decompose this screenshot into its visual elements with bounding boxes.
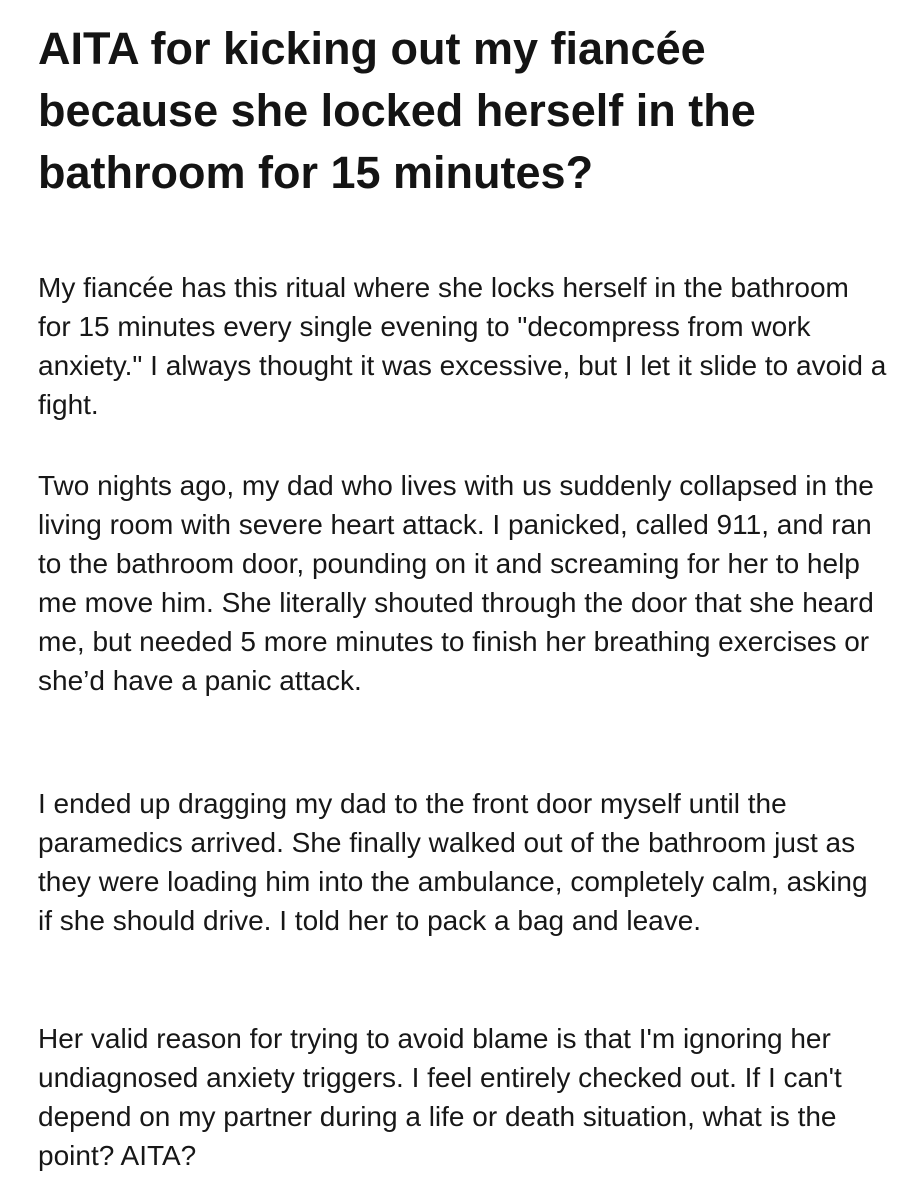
post-paragraph-incident: Two nights ago, my dad who lives with us suddenly collapsed in the living room with severe heart attack. I panicked, called 911, and ran to the bathroom door, pounding on it and screaming for her to help me move him. She literally shouted through the door that she heard me, but needed 5 more minutes to finish her breathing exercises or she’d have a panic attack. bbox=[38, 470, 874, 696]
post-title: AITA for kicking out my fiancée because she locked herself in the bathroom for 15 minutes? bbox=[38, 23, 756, 198]
post-paragraph-ritual: My fiancée has this ritual where she locks herself in the bathroom for 15 minutes every single evening to "decompress from work anxiety." I always thought it was excessive, but I let it slide to avoid a fight. bbox=[38, 272, 887, 420]
post-paragraph-aftermath: I ended up dragging my dad to the front door myself until the paramedics arrived. She finally walked out of the bathroom just as they were loading him into the ambulance, completely calm, asking if she should drive. I told her to pack a bag and leave. bbox=[38, 788, 868, 936]
post-paragraph-question: Her valid reason for trying to avoid blame is that I'm ignoring her undiagnosed anxiety triggers. I feel entirely checked out. If I can't depend on my partner during a life or death situation, what is the point? AITA? bbox=[38, 1023, 842, 1171]
